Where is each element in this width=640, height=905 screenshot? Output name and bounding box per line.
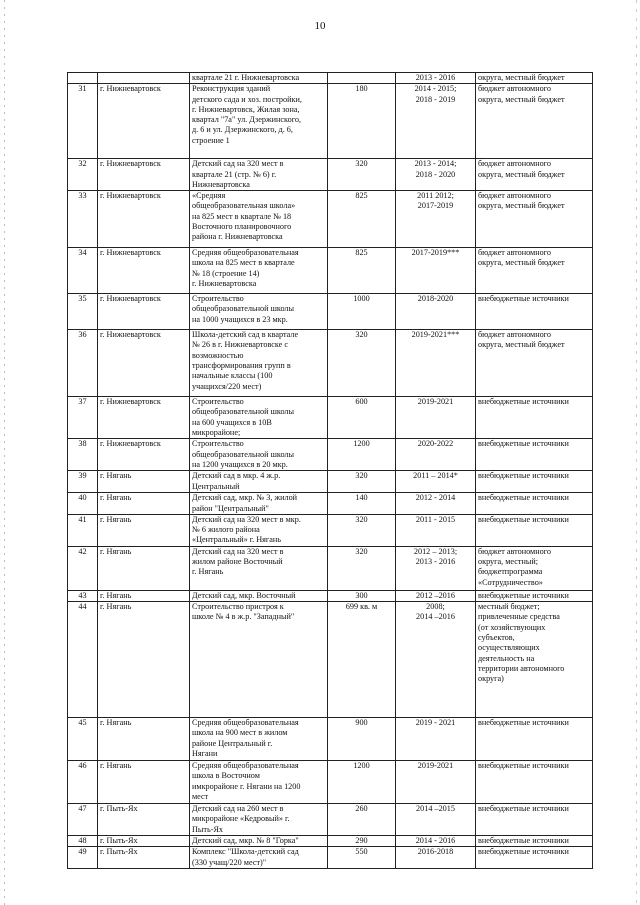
table-row — [68, 804, 593, 836]
table-row — [68, 159, 593, 191]
cell-city: г. Нягань — [98, 718, 190, 761]
table-row — [68, 493, 593, 515]
cell-capacity: 320 — [328, 471, 396, 493]
cell-capacity: 290 — [328, 836, 396, 847]
scan-edge-left — [4, 0, 5, 905]
cell-city: г. Нижневартовск — [98, 84, 190, 159]
cell-object: Детский сад на 260 мест в микрорайоне «Кедровый» г. Пыть-Ях — [190, 804, 328, 836]
cell-source: бюджет автономного округа, местный бюджет — [476, 191, 593, 248]
cell-period: 2014 –2015 — [396, 804, 476, 836]
cell-city: г. Нижневартовск — [98, 248, 190, 294]
cell-num: 33 — [68, 191, 98, 248]
cell-source: внебюджетные источники — [476, 397, 593, 439]
cell-period: 2018-2020 — [396, 294, 476, 330]
table-row — [68, 84, 593, 159]
cell-source: округа, местный бюджет — [476, 73, 593, 84]
cell-num: 40 — [68, 493, 98, 515]
cell-capacity: 320 — [328, 546, 396, 590]
cell-capacity: 180 — [328, 84, 396, 159]
cell-source: внебюджетные источники — [476, 847, 593, 869]
table-body — [68, 73, 593, 869]
cell-num: 46 — [68, 761, 98, 804]
table-row — [68, 397, 593, 439]
cell-capacity: 300 — [328, 590, 396, 601]
table-row — [68, 836, 593, 847]
table-row — [68, 546, 593, 590]
cell-city: г. Нягань — [98, 761, 190, 804]
cell-period: 2011 – 2014* — [396, 471, 476, 493]
cell-period: 2013 - 2016 — [396, 73, 476, 84]
cell-period: 2012 –2016 — [396, 590, 476, 601]
cell-period: 2011 - 2015 — [396, 514, 476, 546]
cell-object: Строительство общеобразовательной школы на 1000 учащихся в 23 мкр. — [190, 294, 328, 330]
cell-capacity: 1200 — [328, 439, 396, 471]
cell-object: Детский сад, мкр. № 3, жилой район "Центральный" — [190, 493, 328, 515]
table-row — [68, 590, 593, 601]
cell-num: 48 — [68, 836, 98, 847]
cell-source: внебюджетные источники — [476, 590, 593, 601]
page-number: 10 — [314, 20, 326, 32]
cell-city: г. Пыть-Ях — [98, 847, 190, 869]
cell-capacity: 825 — [328, 191, 396, 248]
cell-city: г. Нягань — [98, 602, 190, 718]
cell-source: внебюджетные источники — [476, 761, 593, 804]
cell-period: 2019-2021 — [396, 397, 476, 439]
cell-object: Средняя общеобразовательная школа в Восточном имкрорайоне г. Нягани на 1200 мест — [190, 761, 328, 804]
cell-city: г. Нижневартовск — [98, 191, 190, 248]
cell-capacity: 600 — [328, 397, 396, 439]
cell-source: бюджет автономного округа, местный бюджет — [476, 330, 593, 397]
cell-capacity: 550 — [328, 847, 396, 869]
cell-source: бюджет автономного округа, местный; бюджетпрограмма «Сотрудничество» — [476, 546, 593, 590]
cell-period: 2014 - 2015; 2018 - 2019 — [396, 84, 476, 159]
cell-period: 2008; 2014 –2016 — [396, 602, 476, 718]
cell-period: 2013 - 2014; 2018 - 2020 — [396, 159, 476, 191]
cell-object: Средняя общеобразовательная школа на 900 мест в жилом районе Центральный г. Нягани — [190, 718, 328, 761]
cell-period: 2014 - 2016 — [396, 836, 476, 847]
cell-num: 31 — [68, 84, 98, 159]
cell-source: внебюджетные источники — [476, 493, 593, 515]
cell-capacity: 140 — [328, 493, 396, 515]
cell-source: бюджет автономного округа, местный бюджет — [476, 248, 593, 294]
cell-capacity: 320 — [328, 514, 396, 546]
cell-period: 2012 – 2013; 2013 - 2016 — [396, 546, 476, 590]
table-row — [68, 73, 593, 84]
cell-object: квартале 21 г. Нижневартовска — [190, 73, 328, 84]
cell-source: внебюджетные источники — [476, 514, 593, 546]
cell-object: Детский сад на 320 мест в квартале 21 (стр. № 6) г. Нижневартовска — [190, 159, 328, 191]
cell-city: г. Нижневартовск — [98, 397, 190, 439]
table-row — [68, 514, 593, 546]
cell-num: 35 — [68, 294, 98, 330]
cell-num: 39 — [68, 471, 98, 493]
cell-period: 2012 - 2014 — [396, 493, 476, 515]
cell-capacity — [328, 73, 396, 84]
cell-city: г. Нижневартовск — [98, 159, 190, 191]
cell-num: 45 — [68, 718, 98, 761]
cell-capacity: 320 — [328, 159, 396, 191]
cell-source: внебюджетные источники — [476, 439, 593, 471]
table-row — [68, 761, 593, 804]
cell-num — [68, 73, 98, 84]
cell-object: Детский сад, мкр. Восточный — [190, 590, 328, 601]
cell-city — [98, 73, 190, 84]
cell-num: 38 — [68, 439, 98, 471]
cell-source: внебюджетные источники — [476, 294, 593, 330]
cell-source: бюджет автономного округа, местный бюджет — [476, 159, 593, 191]
cell-num: 43 — [68, 590, 98, 601]
cell-period: 2011 2012; 2017-2019 — [396, 191, 476, 248]
cell-num: 34 — [68, 248, 98, 294]
cell-num: 32 — [68, 159, 98, 191]
cell-city: г. Нижневартовск — [98, 294, 190, 330]
cell-capacity: 1000 — [328, 294, 396, 330]
cell-object: Детский сад на 320 мест в жилом районе Восточный г. Нягань — [190, 546, 328, 590]
table-row — [68, 191, 593, 248]
cell-num: 44 — [68, 602, 98, 718]
cell-object: Строительство общеобразовательной школы на 600 учащихся в 10В микрорайоне; — [190, 397, 328, 439]
cell-num: 37 — [68, 397, 98, 439]
cell-capacity: 825 — [328, 248, 396, 294]
cell-object: Строительство пристроя к школе № 4 в ж.р. "Западный" — [190, 602, 328, 718]
cell-period: 2019-2021*** — [396, 330, 476, 397]
cell-source: внебюджетные источники — [476, 836, 593, 847]
cell-source: внебюджетные источники — [476, 718, 593, 761]
table-row — [68, 294, 593, 330]
cell-city: г. Пыть-Ях — [98, 804, 190, 836]
table-row — [68, 439, 593, 471]
cell-city: г. Пыть-Ях — [98, 836, 190, 847]
cell-period: 2016-2018 — [396, 847, 476, 869]
cell-period: 2019-2021 — [396, 761, 476, 804]
table-row — [68, 602, 593, 718]
construction-table — [67, 72, 593, 869]
cell-city: г. Нягань — [98, 546, 190, 590]
cell-source: внебюджетные источники — [476, 804, 593, 836]
cell-object: Детский сад в мкр. 4 ж.р. Центральный — [190, 471, 328, 493]
cell-object: Строительство общеобразовательной школы на 1200 учащихся в 20 мкр. — [190, 439, 328, 471]
cell-capacity: 260 — [328, 804, 396, 836]
table-row — [68, 718, 593, 761]
scan-edge-right — [636, 0, 637, 905]
cell-period: 2020-2022 — [396, 439, 476, 471]
cell-source: местный бюджет; привлеченные средства (от хозяйствующих субъектов, осуществляющих деятельность на территории автономного округа) — [476, 602, 593, 718]
cell-num: 49 — [68, 847, 98, 869]
cell-city: г. Нягань — [98, 493, 190, 515]
cell-num: 36 — [68, 330, 98, 397]
cell-period: 2019 - 2021 — [396, 718, 476, 761]
cell-source: бюджет автономного округа, местный бюджет — [476, 84, 593, 159]
cell-object: Детский сад на 320 мест в мкр. № 6 жилого района «Центральный» г. Нягань — [190, 514, 328, 546]
cell-object: «Средняя общеобразовательная школа» на 825 мест в квартале № 18 Восточного планировочного района г. Нижневартовска — [190, 191, 328, 248]
cell-object: Комплекс "Школа-детский сад (330 учащ/220 мест)" — [190, 847, 328, 869]
cell-city: г. Нягань — [98, 471, 190, 493]
cell-period: 2017-2019*** — [396, 248, 476, 294]
cell-object: Школа-детский сад в квартале № 26 в г. Нижневартовске с возможностью трансформирования групп в начальные классы (100 учащихся/220 мест) — [190, 330, 328, 397]
cell-city: г. Нягань — [98, 590, 190, 601]
cell-object: Детский сад, мкр. № 8 "Горка" — [190, 836, 328, 847]
cell-capacity: 699 кв. м — [328, 602, 396, 718]
cell-object: Средняя общеобразовательная школа на 825 мест в квартале № 18 (строение 14) г. Нижневартовска — [190, 248, 328, 294]
cell-num: 47 — [68, 804, 98, 836]
cell-capacity: 1200 — [328, 761, 396, 804]
table-row — [68, 471, 593, 493]
cell-source: внебюджетные источники — [476, 471, 593, 493]
cell-city: г. Нягань — [98, 514, 190, 546]
cell-city: г. Нижневартовск — [98, 439, 190, 471]
cell-capacity: 320 — [328, 330, 396, 397]
cell-city: г. Нижневартовск — [98, 330, 190, 397]
cell-num: 42 — [68, 546, 98, 590]
table-row — [68, 248, 593, 294]
table-row — [68, 330, 593, 397]
cell-capacity: 900 — [328, 718, 396, 761]
table-row — [68, 847, 593, 869]
cell-object: Реконструкция зданий детского сада и хоз. постройки, г. Нижневартовск, Жилая зона, квартал "7а" ул. Дзержинского, д. 6 и ул. Дзержинского, д. 6, строение 1 — [190, 84, 328, 159]
cell-num: 41 — [68, 514, 98, 546]
